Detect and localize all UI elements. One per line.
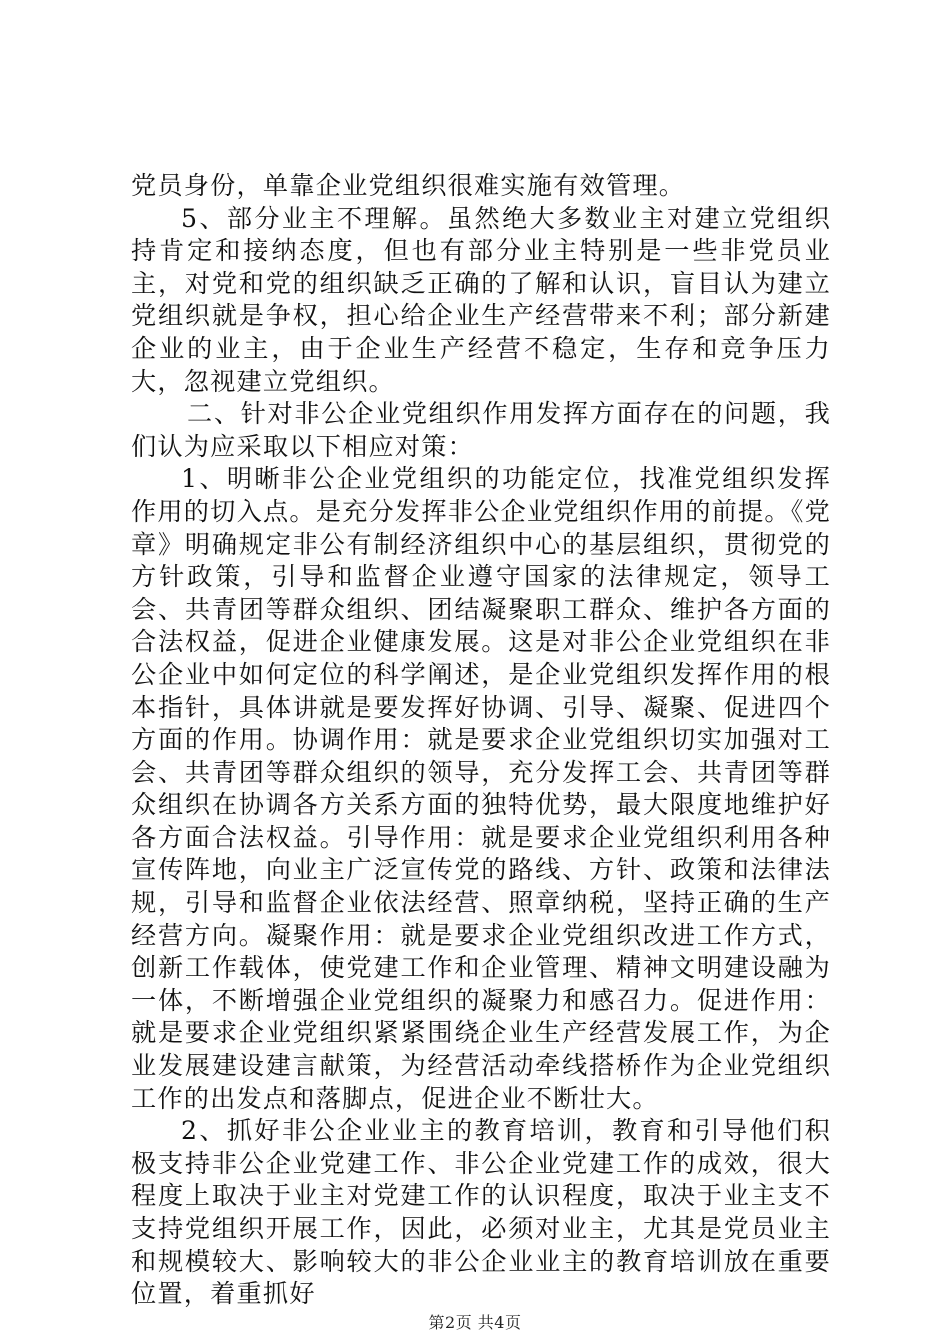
page-footer: 第2页 共4页 bbox=[428, 1313, 522, 1332]
section-heading-2: 二、针对非公企业党组织作用发挥方面存在的问题，我们认为应采取以下相应对策： bbox=[131, 399, 831, 461]
paragraph-countermeasure-1: 1、明晰非公企业党组织的功能定位，找准党组织发挥作用的切入点。是充分发挥非公企业党组织作用的前提。《党章》明确规定非公有制经济组织中心的基层组织，贯彻党的方针政策，引导和监督企业遵守国家的法律规定，领导工会、共青团等群众组织、团结凝聚职工群众、维护各方面的合法权益，促进企业健康发展。这是对非公企业党组织在非公企业中如何定位的科学阐述，是企业党组织发挥作用的根本指针，具体讲就是要发挥好协调、引导、凝聚、促进四个方面的作用。协调作用：就是要求企业党组织切实加强对工会、共青团等群众组织的领导，充分发挥工会、共青团等群众组织在协调各方关系方面的独特优势，最大限度地维护好各方面合法权益。引导作用：就是要求企业党组织利用各种宣传阵地，向业主广泛宣传党的路线、方针、政策和法律法规，引导和监督企业依法经营、照章纳税，坚持正确的生产经营方向。凝聚作用：就是要求企业党组织改进工作方式，创新工作载体，使党建工作和企业管理、精神文明建设融为一体，不断增强企业党组织的凝聚力和感召力。促进作用：就是要求企业党组织紧紧围绕企业生产经营发展工作，为企业发展建设建言献策，为经营活动牵线搭桥作为企业党组织工作的出发点和落脚点，促进企业不断壮大。 bbox=[131, 464, 831, 1113]
document-body bbox=[131, 170, 831, 1311]
paragraph-item-5: 5、部分业主不理解。虽然绝大多数业主对建立党组织持肯定和接纳态度，但也有部分业主特别是一些非党员业主，对党和党的组织缺乏正确的了解和认识，盲目认为建立党组织就是争权，担心给企业生产经营带来不利；部分新建企业的业主，由于企业生产经营不稳定，生存和竞争压力大，忽视建立党组织。 bbox=[131, 203, 831, 396]
paragraph-continuation: 党员身份，单靠企业党组织很难实施有效管理。 bbox=[131, 171, 686, 200]
paragraph-countermeasure-2: 2、抓好非公企业业主的教育培训，教育和引导他们积极支持非公企业党建工作、非公企业党建工作的成效，很大程度上取决于业主对党建工作的认识程度，取决于业主支不支持党组织开展工作，因此，必须对业主，尤其是党员业主和规模较大、影响较大的非公企业业主的教育培训放在重要位置，着重抓好 bbox=[131, 1116, 831, 1309]
